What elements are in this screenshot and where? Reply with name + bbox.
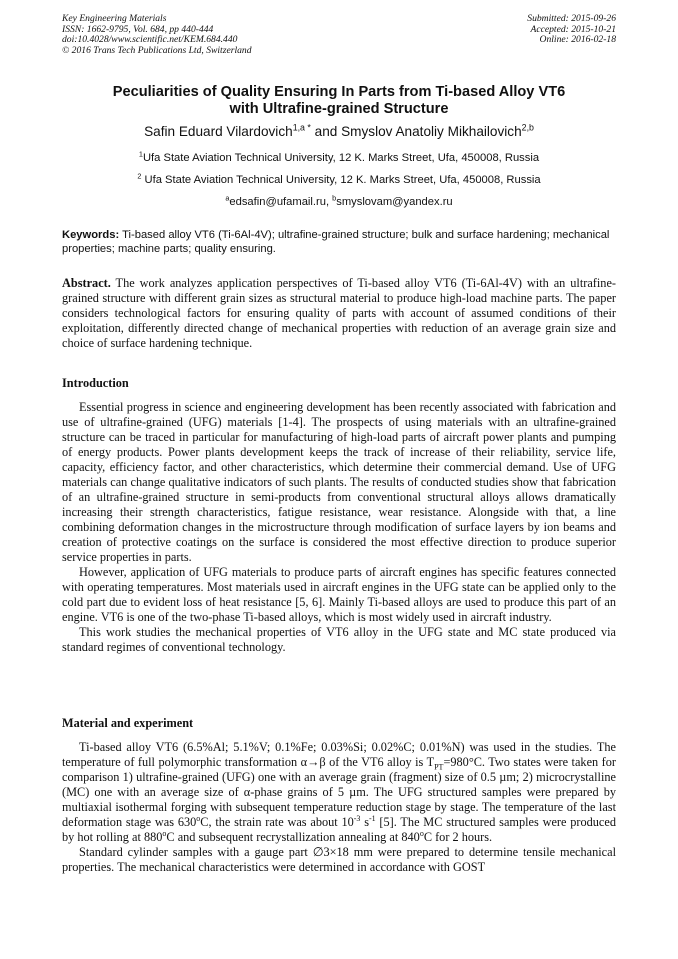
intro-paragraph-2: However, application of UFG materials to produce parts of aircraft engines has specific features connected with operating temperatures. Most materials used in aircraft engines in the UFG state can be applied only to the cold part due to evident loss of heat resistance [5, 6]. Mainly Ti-based alloys are used to produce this part of an engine. VT6 is one of the two-phase Ti-based alloys, which is most widely used in aircraft industry.	[62, 565, 616, 624]
mat-text-e: [5]. The MC structured samples were produced by hot rolling at 880	[62, 815, 616, 844]
mat-sup-1: o	[196, 813, 201, 823]
intro-paragraph-3: This work studies the mechanical properties of VT6 alloy in the UFG state and MC state produced via standard regimes of conventional technology.	[62, 625, 616, 654]
author-2: Smyslov Anatoliy Mikhailovich	[341, 124, 522, 139]
author-1: Safin Eduard Vilardovich	[144, 124, 293, 139]
email-b-mark: b	[332, 193, 337, 203]
mat-text-b: =980°C. Two states were taken for comparison 1) ultrafine-grained (UFG) one with an average grain (fragment) size of 0.5 µm; 2) microcrystalline (MC) one with an average size of α-phase grains of 5 µm. The UFG structured samples were prepared by multiaxial isothermal forging with subsequent temperature reduction stage by stage. The temperature of the last deformation stage was 630	[62, 755, 616, 829]
mat-sup-3: -1	[369, 813, 376, 823]
affiliation-1-text: Ufa State Aviation Technical University, 12 K. Marks Street, Ufa, 450008, Russia	[142, 152, 540, 164]
author-emails	[62, 193, 616, 208]
material-paragraph-1	[62, 740, 616, 845]
intro-paragraph-1: Essential progress in science and engineering development has been recently associated with fabrication and use of ultrafine-grained (UFG) materials [1-4]. The prospects of using materials with an ultrafine-grained structure can be traced in particular for manufacturing of high-load parts of aircraft power plants and pumping of energy products. Power plants development keeps the track of increase of their reliability, service life, capacity, efficiency factor, and other characteristics, which determine their commercial demand. Use of UFG materials can change qualitative indicators of such plants. The results of conducted studies show that fabrication of an ultrafine-grained structure in semi-products from conventional structural alloys allows dramatically increasing their strength characteristics, fatigue resistance, wear resistance. Alongside with that, a line combining deformation changes in the microstructure through modification of surface layers by ion beams and creation of protective coatings on the surface is considered the most effective direction to produce superior service properties in parts.	[62, 400, 616, 564]
mat-sup-2: -3	[353, 813, 361, 823]
keywords-label: Keywords:	[62, 229, 120, 241]
affiliation-2-mark: 2	[137, 171, 142, 181]
introduction-body	[62, 400, 616, 655]
journal-doi: doi:10.4028/www.scientific.net/KEM.684.440	[62, 34, 238, 46]
mat-sub-pt: PT	[434, 762, 444, 772]
affiliation-2	[62, 171, 616, 186]
abstract-text: The work analyzes application perspectives of Ti-based alloy VT6 (Ti-6Al-4V) with an ultrafine-grained structure with different grain sizes as structural material to produce high-load machine parts. The paper considers technological factors for ensuring quality of parts with account of assumed conditions of their exploitation, differently directed change of mechanical properties with reduction of an average grain size and choice of surface hardening technique.	[62, 276, 616, 350]
mat-text-a: Ti-based alloy VT6 (6.5%Al; 5.1%V; 0.1%Fe; 0.03%Si; 0.02%C; 0.01%N) was used in the studies. The temperature of full polymorphic transformation α→β of the VT6 alloy is T	[62, 740, 616, 769]
material-paragraph-2: Standard cylinder samples with a gauge part ∅3×18 mm were prepared to determine tensile mechanical properties. The mechanical characteristics were determined in accordance with GOST	[62, 845, 616, 874]
mat-text-d: s	[360, 815, 369, 829]
author-1-mark: 1,a *	[292, 122, 311, 133]
online-date: Online: 2016-02-18	[539, 34, 616, 46]
accepted-date: Accepted: 2015-10-21	[530, 23, 616, 35]
email-a-mark: a	[225, 193, 230, 203]
abstract	[62, 276, 616, 351]
publication-dates	[527, 14, 616, 46]
journal-info	[62, 14, 252, 56]
affiliation-2-text: Ufa State Aviation Technical University, 12 K. Marks Street, Ufa, 450008, Russia	[141, 174, 541, 186]
mat-text-c: C, the strain rate was about 10	[200, 815, 354, 829]
paper-title	[62, 84, 616, 118]
mat-text-g: C for 2 hours.	[423, 830, 493, 844]
mat-text-f: C and subsequent recrystallization annealing at 840	[166, 830, 420, 844]
title-line-1: Peculiarities of Quality Ensuring In Parts from Ti-based Alloy VT6	[112, 84, 566, 100]
journal-name: Key Engineering Materials	[62, 13, 167, 24]
material-body	[62, 740, 616, 875]
email-b: smyslovam@yandex.ru	[336, 196, 453, 208]
journal-issn: ISSN: 1662-9795, Vol. 684, pp 440-444	[62, 23, 214, 35]
author-2-mark: 2,b	[521, 122, 534, 133]
abstract-label: Abstract.	[62, 276, 111, 290]
affiliation-1-mark: 1	[138, 149, 143, 159]
mat-sup-5: o	[419, 828, 424, 838]
submitted-date: Submitted: 2015-09-26	[527, 13, 616, 24]
section-heading-introduction: Introduction	[62, 376, 129, 390]
title-line-2: with Ultrafine-grained Structure	[229, 101, 449, 117]
keywords	[62, 228, 616, 256]
author-separator: and	[310, 124, 342, 139]
author-list	[62, 124, 616, 139]
mat-sup-4: o	[162, 828, 167, 838]
journal-copyright: © 2016 Trans Tech Publications Ltd, Switzerland	[62, 44, 252, 56]
keywords-text: Ti-based alloy VT6 (Ti-6Al-4V); ultrafine-grained structure; bulk and surface hardening; mechanical properties; machine parts; quality ensuring.	[62, 229, 610, 255]
email-a: edsafin@ufamail.ru,	[229, 196, 333, 208]
affiliation-1	[62, 149, 616, 164]
section-heading-material: Material and experiment	[62, 716, 194, 730]
